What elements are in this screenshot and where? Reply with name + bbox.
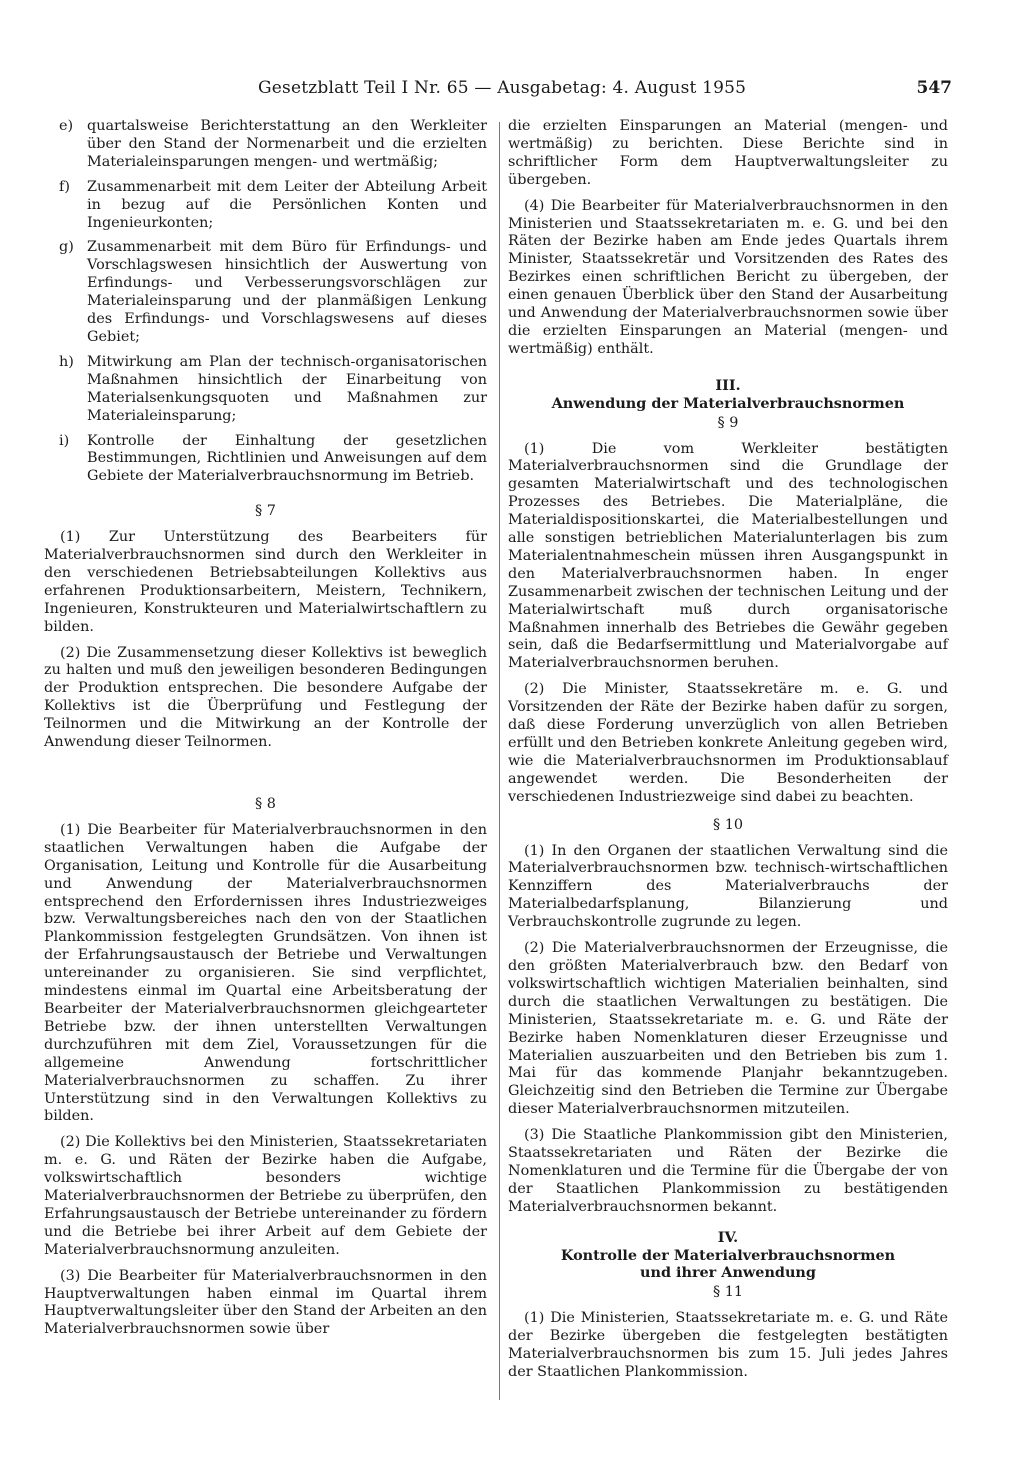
chapter-heading-3	[508, 377, 948, 413]
list-item-text: Kontrolle der Einhaltung der gesetzlichen Bestimmungen, Richtlinien und Anweisungen auf dem Gebiete der Materialverbrauchsnormung im Betrieb.	[87, 432, 487, 485]
left-column	[44, 118, 487, 1347]
list-item-text: Mitwirkung am Plan der technisch-organisatorischen Maßnahmen hinsichtlich der Einarbeitung von Materialsenkungsquoten und Maßnahmen zur Materialeinsparung;	[87, 353, 487, 424]
list-item-text: Zusammenarbeit mit dem Büro für Erfindungs- und Vorschlagswesen hinsichtlich der Auswertung von Erfindungs- und Verbesserungsvorschlägen zur Materialeinsparung und der planmäßigen Lenkung des Erfindungs- und Vorschlagswesens auf dieses Gebiet;	[87, 239, 487, 345]
paragraph: (2) Die Materialverbrauchsnormen der Erzeugnisse, die den größten Materialverbrauch bzw. den Bedarf von volkswirtschaftlich wichtigen Materialien beinhalten, sind durch die staatlichen Verwaltungen zu bestätigen. Die Ministerien, Staatssekretariate m. e. G. und Räte der Bezirke haben Nomenklaturen dieser Erzeugnisse und Materialien auszuarbeiten und den Betrieben bis zum 1. Mai für das kommende Planjahr bekanntzugeben. Gleichzeitig sind den Betrieben die Termine zur Übergabe dieser Materialverbrauchsnormen mitzuteilen.	[508, 940, 948, 1118]
list-item-label: g)	[59, 239, 74, 256]
list-item	[44, 433, 487, 487]
list-item-label: i)	[59, 432, 70, 449]
list-item	[44, 239, 487, 346]
header-title: Gesetzblatt Teil I Nr. 65 — Ausgabetag: 4. August 1955	[258, 78, 747, 98]
section-heading-11: § 11	[712, 1284, 744, 1301]
list-item	[44, 354, 487, 426]
section-heading-9: § 9	[717, 414, 739, 431]
chapter-title-line-1: Kontrolle der Materialverbrauchsnormen	[560, 1246, 896, 1264]
list-item-text: Zusammenarbeit mit dem Leiter der Abteilung Arbeit in bezug auf die Persönlichen Konten und Ingenieurkonten;	[87, 178, 487, 231]
right-column	[508, 118, 948, 1390]
chapter-title: Anwendung der Materialverbrauchsnormen	[551, 394, 905, 412]
list-item-label: e)	[59, 118, 74, 134]
list-item-text: quartalsweise Berichterstattung an den Werkleiter über den Stand der Normenarbeit und die erzielten Materialeinsparungen mengen- und wertmäßig;	[87, 118, 487, 170]
section-heading-10: § 10	[712, 816, 744, 833]
chapter-title-line-2: und ihrer Anwendung	[640, 1264, 816, 1282]
paragraph-continued: die erzielten Einsparungen an Material (mengen- und wertmäßig) zu berichten. Diese Berichte sind in schriftlicher Form dem Hauptverwaltungsleiter zu übergeben.	[508, 118, 948, 188]
page-header	[40, 78, 954, 108]
list-item	[44, 179, 487, 233]
section-heading-7: § 7	[255, 503, 276, 520]
list-item-label: f)	[59, 178, 70, 195]
chapter-heading-4	[508, 1229, 948, 1283]
list-item	[44, 118, 487, 172]
chapter-number: IV.	[717, 1228, 739, 1246]
page-number: 547	[916, 78, 952, 98]
list-item-label: h)	[59, 353, 74, 370]
chapter-number: III.	[715, 376, 741, 394]
paragraph: (2) Die Zusammensetzung dieser Kollektivs ist beweglich zu halten und muß den jeweiligen besonderen Bedingungen der Produktion entsprechen. Die besondere Aufgabe der Kollektivs ist die Überprüfung und Festlegung der Teilnormen und die Mitwirkung an der Kontrolle der Anwendung dieser Teilnormen.	[44, 644, 487, 751]
paragraph: (1) Zur Unterstützung des Bearbeiters für Materialverbrauchsnormen sind durch den Werkleiter in den verschiedenen Betriebsabteilungen Kollektivs aus erfahrenen Produktionsarbeitern, Meistern, Technikern, Ingenieuren, Konstrukteuren und Materialwirtschaftlern zu bilden.	[44, 529, 487, 635]
section-heading-8: § 8	[255, 796, 276, 812]
paragraph: (2) Die Minister, Staatssekretäre m. e. G. und Vorsitzenden der Räte der Bezirke haben dafür zu sorgen, daß diese Forderung unverzüglich von allen Betrieben erfüllt und den Betrieben konkrete Anleitung gegeben wird, wie die Materialverbrauchsnormen im Produktionsablauf angewendet werden. Die Besonderheiten der verschiedenen Industriezweige sind dabei zu beachten.	[508, 681, 948, 805]
paragraph: (3) Die Bearbeiter für Materialverbrauchsnormen in den Hauptverwaltungen haben einmal im Quartal ihrem Hauptverwaltungsleiter über den Stand der Arbeiten an den Materialverbrauchsnormen sowie über	[44, 1267, 487, 1338]
paragraph: (1) Die vom Werkleiter bestätigten Materialverbrauchsnormen sind die Grundlage der gesamten Materialwirtschaft und des technologischen Prozesses des Betriebes. Die Materialpläne, die Materialdispositionskartei, die Materialbestellungen und alle sonstigen betrieblichen Materialunterlagen bis zum Materialentnahmeschein müssen ihren Ausgangspunkt in den Materialverbrauchsnormen haben. In enger Zusammenarbeit zwischen der technischen Leitung und der Materialwirtschaft muß durch organisatorische Maßnahmen innerhalb des Betriebes die Gewähr gegeben sein, daß die Bedarfsermittlung und Materialvorgabe auf Materialverbrauchsnormen beruhen.	[508, 440, 948, 672]
paragraph: (1) In den Organen der staatlichen Verwaltung sind die Materialverbrauchsnormen bzw. technisch-wirtschaftlichen Kennziffern des Materialverbrauchs der Materialbedarfsplanung, Bilanzierung und Verbrauchskontrolle zugrunde zu legen.	[508, 842, 948, 931]
paragraph: (4) Die Bearbeiter für Materialverbrauchsnormen in den Ministerien und Staatssekretariaten m. e. G. und bei den Räten der Bezirke haben am Ende jedes Quartals ihrem Minister, Staatssekretär und Vorsitzenden des Rates des Bezirkes einen schriftlichen Bericht zu übergeben, der einen genauen Überblick über den Stand der Ausarbeitung und Anwendung der Materialverbrauchsnormen sowie über die erzielten Einsparungen an Material (mengen- und wertmäßig) enthält.	[508, 197, 948, 357]
paragraph: (1) Die Bearbeiter für Materialverbrauchsnormen in den staatlichen Verwaltungen haben die Aufgabe der Organisation, Leitung und Kontrolle für die Ausarbeitung und Anwendung der Materialverbrauchsnormen entsprechend den Erfordernissen ihres Industriezweiges bzw. Verwaltungsbereiches nach den von der Staatlichen Plankommission festgelegten Grundsätzen. Von ihnen ist der Erfahrungsaustausch der Betriebe und Verwaltungen untereinander zu organisieren. Sie sind verpflichtet, mindestens einmal im Quartal eine Arbeitsberatung der Bearbeiter der Materialverbrauchsnormen gleichgearteter Betriebe bzw. der ihnen unterstellten Verwaltungen durchzuführen mit dem Ziel, Voraussetzungen für die allgemeine Anwendung fortschrittlicher Materialverbrauchsnormen zu schaffen. Zu ihrer Unterstützung sind in den Verwaltungen Kollektivs zu bilden.	[44, 821, 487, 1125]
paragraph: (1) Die Ministerien, Staatssekretariate m. e. G. und Räte der Bezirke übergeben die festgelegten bestätigten Materialverbrauchsnormen bis zum 15. Juli jedes Jahres der Staatlichen Plankommission.	[508, 1310, 948, 1380]
paragraph: (3) Die Staatliche Plankommission gibt den Ministerien, Staatssekretariaten und Räten der Bezirke die Nomenklaturen und die Termine für die Übergabe der von der Staatlichen Plankommission zu bestätigenden Materialverbrauchsnormen bekannt.	[508, 1127, 948, 1215]
paragraph: (2) Die Kollektivs bei den Ministerien, Staatssekretariaten m. e. G. und Räten der Bezirke haben die Aufgabe, volkswirtschaftlich besonders wichtige Materialverbrauchsnormen der Betriebe zu überprüfen, den Erfahrungsaustausch der Betriebe untereinander zu fördern und die Betriebe bei ihrer Arbeit auf dem Gebiete der Materialverbrauchsnormung anzuleiten.	[44, 1134, 487, 1258]
column-divider	[499, 122, 500, 1400]
